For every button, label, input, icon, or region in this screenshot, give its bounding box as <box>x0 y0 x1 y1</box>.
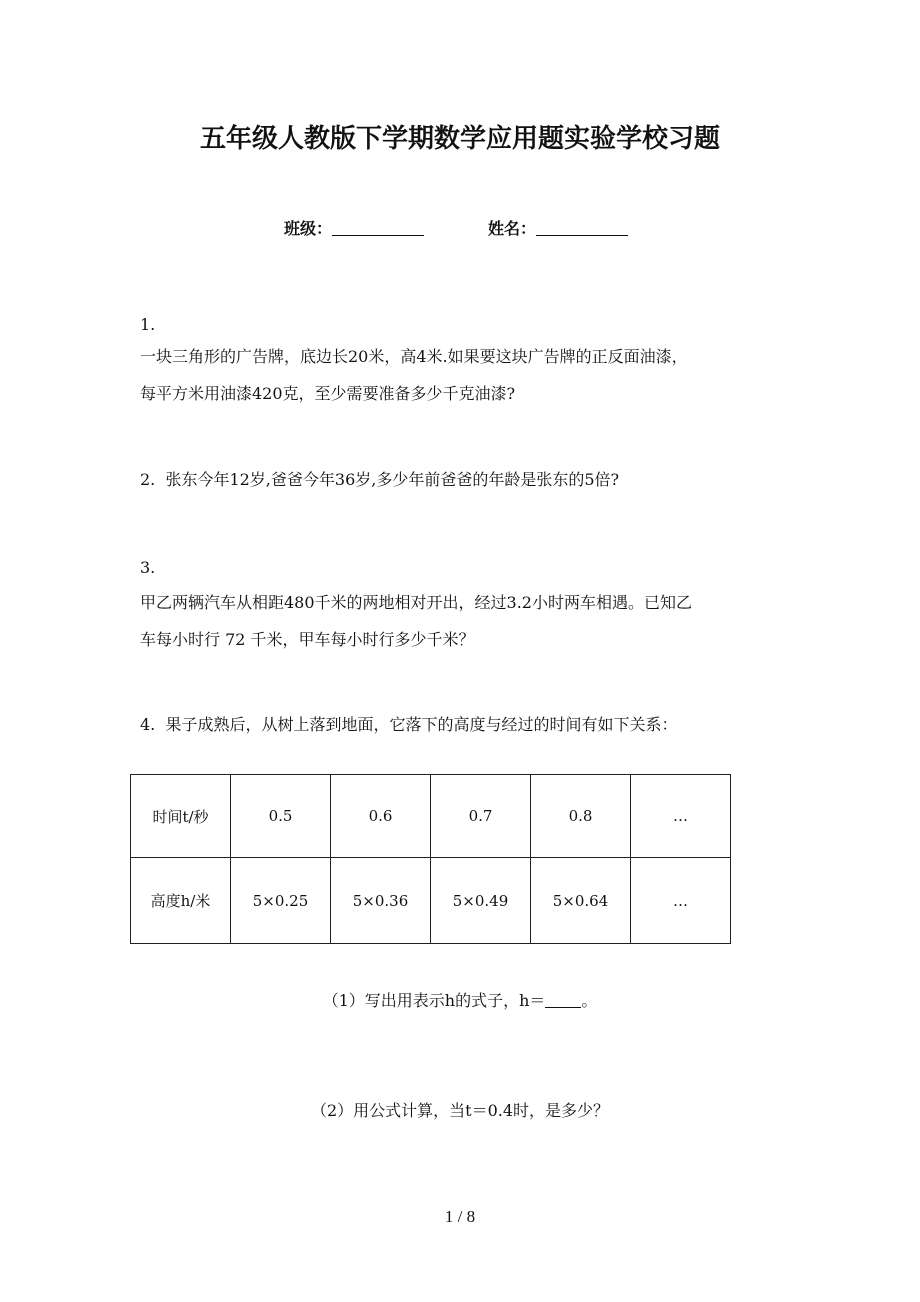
table-cell: 0.7 <box>431 775 531 858</box>
subquestion-1-text: （1）写出用表示h的式子，h＝ <box>322 991 546 1010</box>
table-cell: 0.5 <box>231 775 331 858</box>
class-blank[interactable] <box>332 219 424 236</box>
question-2 <box>140 469 619 491</box>
class-label: 班级： <box>284 219 333 238</box>
table-cell: … <box>631 858 731 944</box>
class-field <box>284 216 424 239</box>
table-cell: … <box>631 775 731 858</box>
table-cell: 0.6 <box>331 775 431 858</box>
table-cell: 时间t/秒 <box>131 775 231 858</box>
table-cell: 5×0.49 <box>431 858 531 944</box>
page-number: 1 / 8 <box>444 1207 476 1226</box>
question-4 <box>140 714 677 736</box>
question-1-number: 1. <box>140 315 156 334</box>
question-2-number: 2. <box>140 470 156 489</box>
question-3-line-2: 车每小时行 72 千米，甲车每小时行多少千米？ <box>140 630 475 649</box>
table-cell: 5×0.64 <box>531 858 631 944</box>
table-cell: 5×0.25 <box>231 858 331 944</box>
question-2-text: 张东今年12岁,爸爸今年36岁,多少年前爸爸的年龄是张东的5倍? <box>165 470 620 489</box>
table-cell: 5×0.36 <box>331 858 431 944</box>
name-field <box>488 216 628 239</box>
subquestion-2: （2）用公式计算，当t＝0.4时，是多少？ <box>310 1101 610 1120</box>
document-title: 五年级人教版下学期数学应用题实验学校习题 <box>199 124 720 154</box>
name-label: 姓名： <box>488 219 537 238</box>
table-cell: 0.8 <box>531 775 631 858</box>
time-height-table <box>130 774 731 944</box>
question-3-line-1: 甲乙两辆汽车从相距480千米的两地相对开出，经过3.2小时两车相遇。已知乙 <box>140 593 692 612</box>
question-4-number: 4. <box>140 715 156 734</box>
table-cell: 高度h/米 <box>131 858 231 944</box>
question-1-line-1: 一块三角形的广告牌，底边长20米，高4米.如果要这块广告牌的正反面油漆， <box>140 347 688 366</box>
answer-blank[interactable] <box>545 993 581 1008</box>
table-row-height <box>131 858 731 944</box>
subquestion-1 <box>0 988 920 1011</box>
question-1-line-2: 每平方米用油漆420克，至少需要准备多少千克油漆? <box>140 384 516 403</box>
table-row-time <box>131 775 731 858</box>
name-blank[interactable] <box>536 219 628 236</box>
question-4-text: 果子成熟后，从树上落到地面，它落下的高度与经过的时间有如下关系： <box>165 715 678 734</box>
question-3-number: 3. <box>140 558 156 577</box>
subquestion-1-end: 。 <box>581 991 598 1010</box>
